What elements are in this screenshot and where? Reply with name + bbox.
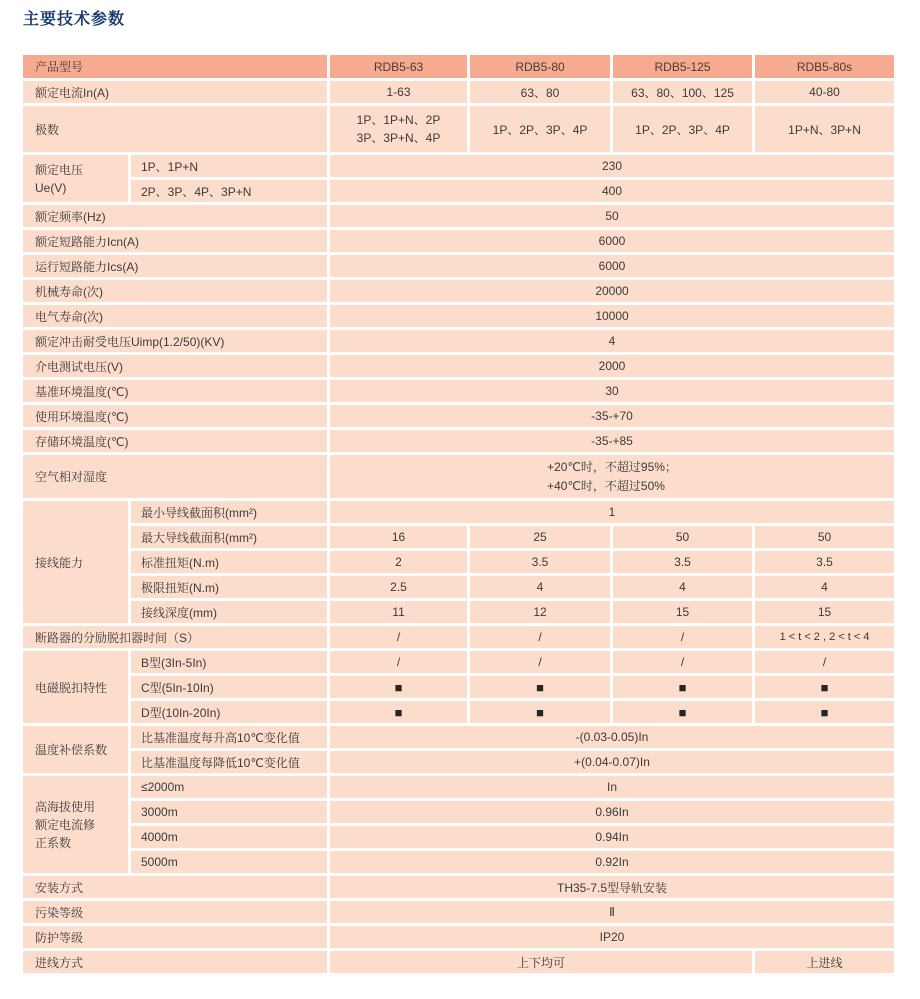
value-cell: 20000 bbox=[330, 280, 894, 302]
sub-row-label: 比基准温度每升高10℃变化值 bbox=[131, 726, 327, 748]
value-cell: 50 bbox=[755, 526, 894, 548]
value-cell: 40-80 bbox=[755, 81, 894, 103]
sub-row-label: 5000m bbox=[131, 851, 327, 873]
row-label: 额定冲击耐受电压Uimp(1.2/50)(KV) bbox=[23, 330, 327, 352]
value-cell: 4 bbox=[330, 330, 894, 352]
value-cell: 1 < t < 2 , 2 < t < 4 bbox=[755, 626, 894, 648]
value-cell: 1 bbox=[330, 501, 894, 523]
value-cell: Ⅱ bbox=[330, 901, 894, 923]
value-cell: +(0.04-0.07)In bbox=[330, 751, 894, 773]
row-label: 电气寿命(次) bbox=[23, 305, 327, 327]
value-cell: 25 bbox=[470, 526, 610, 548]
sub-row-label: 1P、1P+N bbox=[131, 155, 327, 177]
row-label: 额定电流In(A) bbox=[23, 81, 327, 103]
label-line: 高海拔使用 bbox=[35, 799, 96, 814]
row-label: 空气相对湿度 bbox=[23, 455, 327, 498]
value-cell: / bbox=[613, 626, 752, 648]
value-cell: -35-+70 bbox=[330, 405, 894, 427]
value-cell: / bbox=[613, 651, 752, 673]
value-cell: 400 bbox=[330, 180, 894, 202]
value-cell: 230 bbox=[330, 155, 894, 177]
value-cell: 11 bbox=[330, 601, 467, 623]
row-label: 温度补偿系数 bbox=[23, 726, 128, 773]
row-label: 污染等级 bbox=[23, 901, 327, 923]
value-line: 1P、1P+N、2P bbox=[356, 113, 441, 127]
value-cell: 1P、2P、3P、4P bbox=[470, 106, 610, 152]
row-label: 额定短路能力Icn(A) bbox=[23, 230, 327, 252]
row-label: 额定频率(Hz) bbox=[23, 205, 327, 227]
model-name: RDB5-63 bbox=[330, 55, 467, 78]
sub-row-label: B型(3In-5In) bbox=[131, 651, 327, 673]
value-cell: 3.5 bbox=[613, 551, 752, 573]
value-cell: TH35-7.5型导轨安装 bbox=[330, 876, 894, 898]
row-label: 机械寿命(次) bbox=[23, 280, 327, 302]
value-line: 3P、3P+N、4P bbox=[356, 131, 441, 145]
label-line: 正系数 bbox=[35, 835, 72, 850]
row-label: 使用环境温度(℃) bbox=[23, 405, 327, 427]
value-cell: 4 bbox=[470, 576, 610, 598]
value-cell: / bbox=[330, 626, 467, 648]
sub-row-label: 接线深度(mm) bbox=[131, 601, 327, 623]
sub-row-label: 最大导线截面积(mm²) bbox=[131, 526, 327, 548]
value-cell: 30 bbox=[330, 380, 894, 402]
applicable-marker: ■ bbox=[613, 676, 752, 698]
value-cell: 12 bbox=[470, 601, 610, 623]
value-cell: 3.5 bbox=[470, 551, 610, 573]
value-cell: 50 bbox=[330, 205, 894, 227]
sub-row-label: ≤2000m bbox=[131, 776, 327, 798]
value-cell: / bbox=[470, 651, 610, 673]
row-label: 安装方式 bbox=[23, 876, 327, 898]
sub-row-label: 最小导线截面积(mm²) bbox=[131, 501, 327, 523]
value-cell: 50 bbox=[613, 526, 752, 548]
value-cell: -35-+85 bbox=[330, 430, 894, 452]
row-label: 基准环境温度(℃) bbox=[23, 380, 327, 402]
model-name: RDB5-80 bbox=[470, 55, 610, 78]
applicable-marker: ■ bbox=[470, 701, 610, 723]
row-label: 介电测试电压(V) bbox=[23, 355, 327, 377]
row-label: 防护等级 bbox=[23, 926, 327, 948]
model-name: RDB5-80s bbox=[755, 55, 894, 78]
applicable-marker: ■ bbox=[470, 676, 610, 698]
spec-table bbox=[20, 52, 897, 976]
sub-row-label: 比基准温度每降低10℃变化值 bbox=[131, 751, 327, 773]
sub-row-label: 4000m bbox=[131, 826, 327, 848]
value-cell: 3.5 bbox=[755, 551, 894, 573]
value-cell: 0.96In bbox=[330, 801, 894, 823]
row-label bbox=[23, 776, 128, 873]
value-cell: 上进线 bbox=[755, 951, 894, 973]
value-cell: In bbox=[330, 776, 894, 798]
product-model-header: 产品型号 bbox=[23, 55, 327, 78]
applicable-marker: ■ bbox=[755, 676, 894, 698]
value-cell: 6000 bbox=[330, 230, 894, 252]
value-cell: 63、80 bbox=[470, 81, 610, 103]
value-cell: / bbox=[470, 626, 610, 648]
value-cell: 63、80、100、125 bbox=[613, 81, 752, 103]
model-name: RDB5-125 bbox=[613, 55, 752, 78]
sub-row-label: 极限扭矩(N.m) bbox=[131, 576, 327, 598]
applicable-marker: ■ bbox=[330, 701, 467, 723]
value-cell: 16 bbox=[330, 526, 467, 548]
row-label: 接线能力 bbox=[23, 501, 128, 623]
value-cell: 4 bbox=[613, 576, 752, 598]
value-cell: / bbox=[755, 651, 894, 673]
label-line: Ue(V) bbox=[35, 180, 67, 195]
value-cell: 2000 bbox=[330, 355, 894, 377]
row-label: 进线方式 bbox=[23, 951, 327, 973]
sub-row-label: C型(5In-10In) bbox=[131, 676, 327, 698]
value-cell: 4 bbox=[755, 576, 894, 598]
value-cell: 2.5 bbox=[330, 576, 467, 598]
value-line: +20℃时，不超过95%； bbox=[547, 459, 677, 474]
value-cell: 2 bbox=[330, 551, 467, 573]
value-cell: 10000 bbox=[330, 305, 894, 327]
sub-row-label: 2P、3P、4P、3P+N bbox=[131, 180, 327, 202]
applicable-marker: ■ bbox=[755, 701, 894, 723]
label-line: 额定电压 bbox=[35, 162, 84, 177]
value-cell: / bbox=[330, 651, 467, 673]
value-cell: 0.94In bbox=[330, 826, 894, 848]
value-cell: IP20 bbox=[330, 926, 894, 948]
row-label: 存储环境温度(℃) bbox=[23, 430, 327, 452]
value-cell bbox=[330, 455, 894, 498]
row-label: 断路器的分励脱扣器时间（S） bbox=[23, 626, 327, 648]
value-cell: 15 bbox=[755, 601, 894, 623]
label-line: 额定电流修 bbox=[35, 817, 96, 832]
value-cell: 1P+N、3P+N bbox=[755, 106, 894, 152]
sub-row-label: 3000m bbox=[131, 801, 327, 823]
sub-row-label: D型(10In-20In) bbox=[131, 701, 327, 723]
applicable-marker: ■ bbox=[613, 701, 752, 723]
value-cell: -(0.03-0.05)In bbox=[330, 726, 894, 748]
value-cell bbox=[330, 106, 467, 152]
row-label: 极数 bbox=[23, 106, 327, 152]
value-cell: 0.92In bbox=[330, 851, 894, 873]
value-cell: 6000 bbox=[330, 255, 894, 277]
value-cell: 1P、2P、3P、4P bbox=[613, 106, 752, 152]
value-line: +40℃时，不超过50% bbox=[547, 478, 665, 493]
row-label: 电磁脱扣特性 bbox=[23, 651, 128, 723]
value-cell: 上下均可 bbox=[330, 951, 752, 973]
row-label: 运行短路能力Ics(A) bbox=[23, 255, 327, 277]
page-title: 主要技术参数 bbox=[23, 11, 126, 28]
value-cell: 15 bbox=[613, 601, 752, 623]
row-label bbox=[23, 155, 128, 202]
applicable-marker: ■ bbox=[330, 676, 467, 698]
value-cell: 1-63 bbox=[330, 81, 467, 103]
sub-row-label: 标准扭矩(N.m) bbox=[131, 551, 327, 573]
